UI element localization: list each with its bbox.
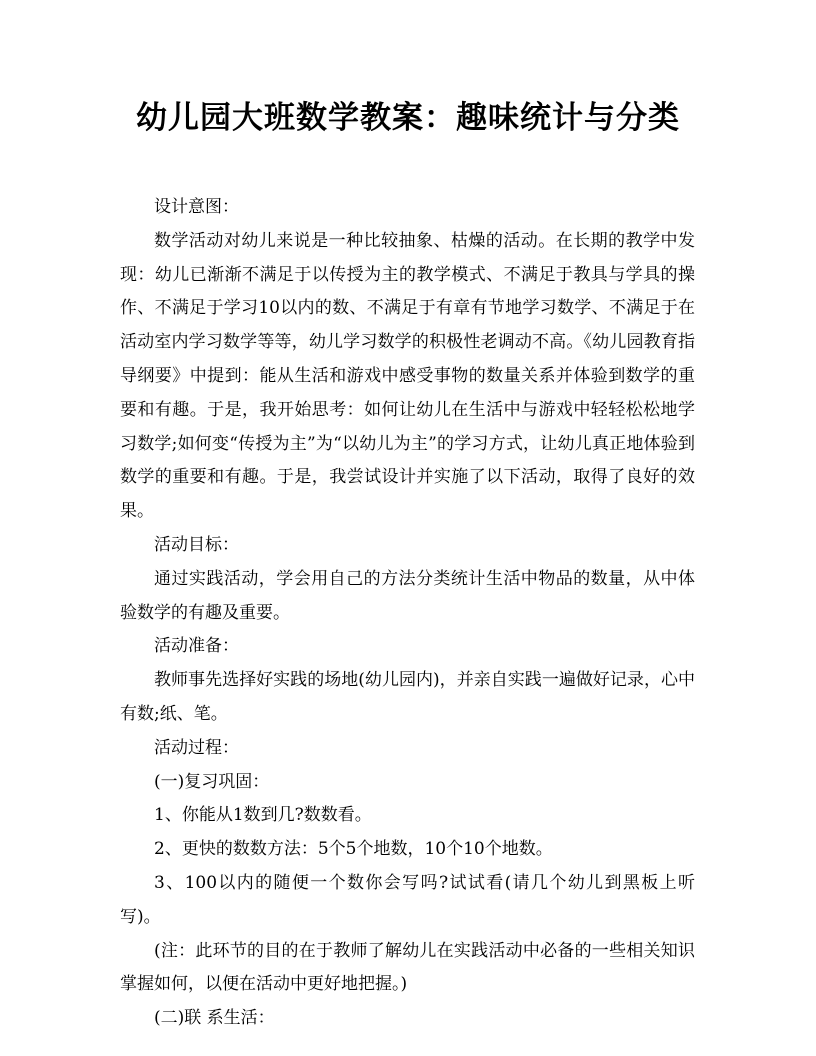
paragraph-review-note: (注：此环节的目的在于教师了解幼儿在实践活动中必备的一些相关知识掌握如何，以便在活动中更好地把握。) (120, 940, 695, 995)
paragraph-review-item-3: 3、100以内的随便一个数你会写吗?试试看(请几个幼儿到黑板上听写)。 (120, 872, 695, 927)
paragraph-goals-heading: 活动目标： (154, 534, 239, 555)
paragraph-process-heading: 活动过程： (154, 737, 239, 758)
paragraph-review-heading: (一)复习巩固： (154, 771, 270, 792)
document-body (120, 191, 695, 1036)
paragraph-design-intent-heading: 设计意图： (154, 197, 239, 217)
paragraph-preparation-body: 教师事先选择好实践的场地(幼儿园内)，并亲自实践一遍做好记录，心中有数;纸、笔。 (120, 670, 695, 724)
paragraph-goals-body: 通过实践活动，学会用自己的方法分类统计生活中物品的数量，从中体验数学的有趣及重要。 (120, 568, 695, 623)
paragraph-review-item-1: 1、你能从1数到几?数数看。 (154, 805, 372, 826)
document-title: 幼儿园大班数学教案：趣味统计与分类 (136, 100, 680, 136)
paragraph-preparation-heading: 活动准备： (154, 636, 239, 657)
paragraph-connect-life-heading: (二)联 系生活： (154, 1008, 275, 1029)
paragraph-review-item-2: 2、更快的数数方法：5个5个地数，10个10个地数。 (154, 839, 553, 860)
paragraph-design-intent-body: 数学活动对幼儿来说是一种比较抽象、枯燥的活动。在长期的教学中发现：幼儿已渐渐不满足于以传授为主的教学模式、不满足于教具与学具的操作、不满足于学习10以内的数、不满足于有章有节地学习数学、不满足于在活动室内学习数学等等，幼儿学习数学的积极性老调动不高。《幼儿园教育指导纲要》中提到：能从生活和游戏中感受事物的数量关系并体验到数学的重要和有趣。于是，我开始思考：如何让幼儿在生活中与游戏中轻轻松松地学习数学;如何变“传授为主”为“以幼儿为主”的学习方式，让幼儿真正地体验到数学的重要和有趣。于是，我尝试设计并实施了以下活动，取得了良好的效果。 (120, 230, 695, 522)
